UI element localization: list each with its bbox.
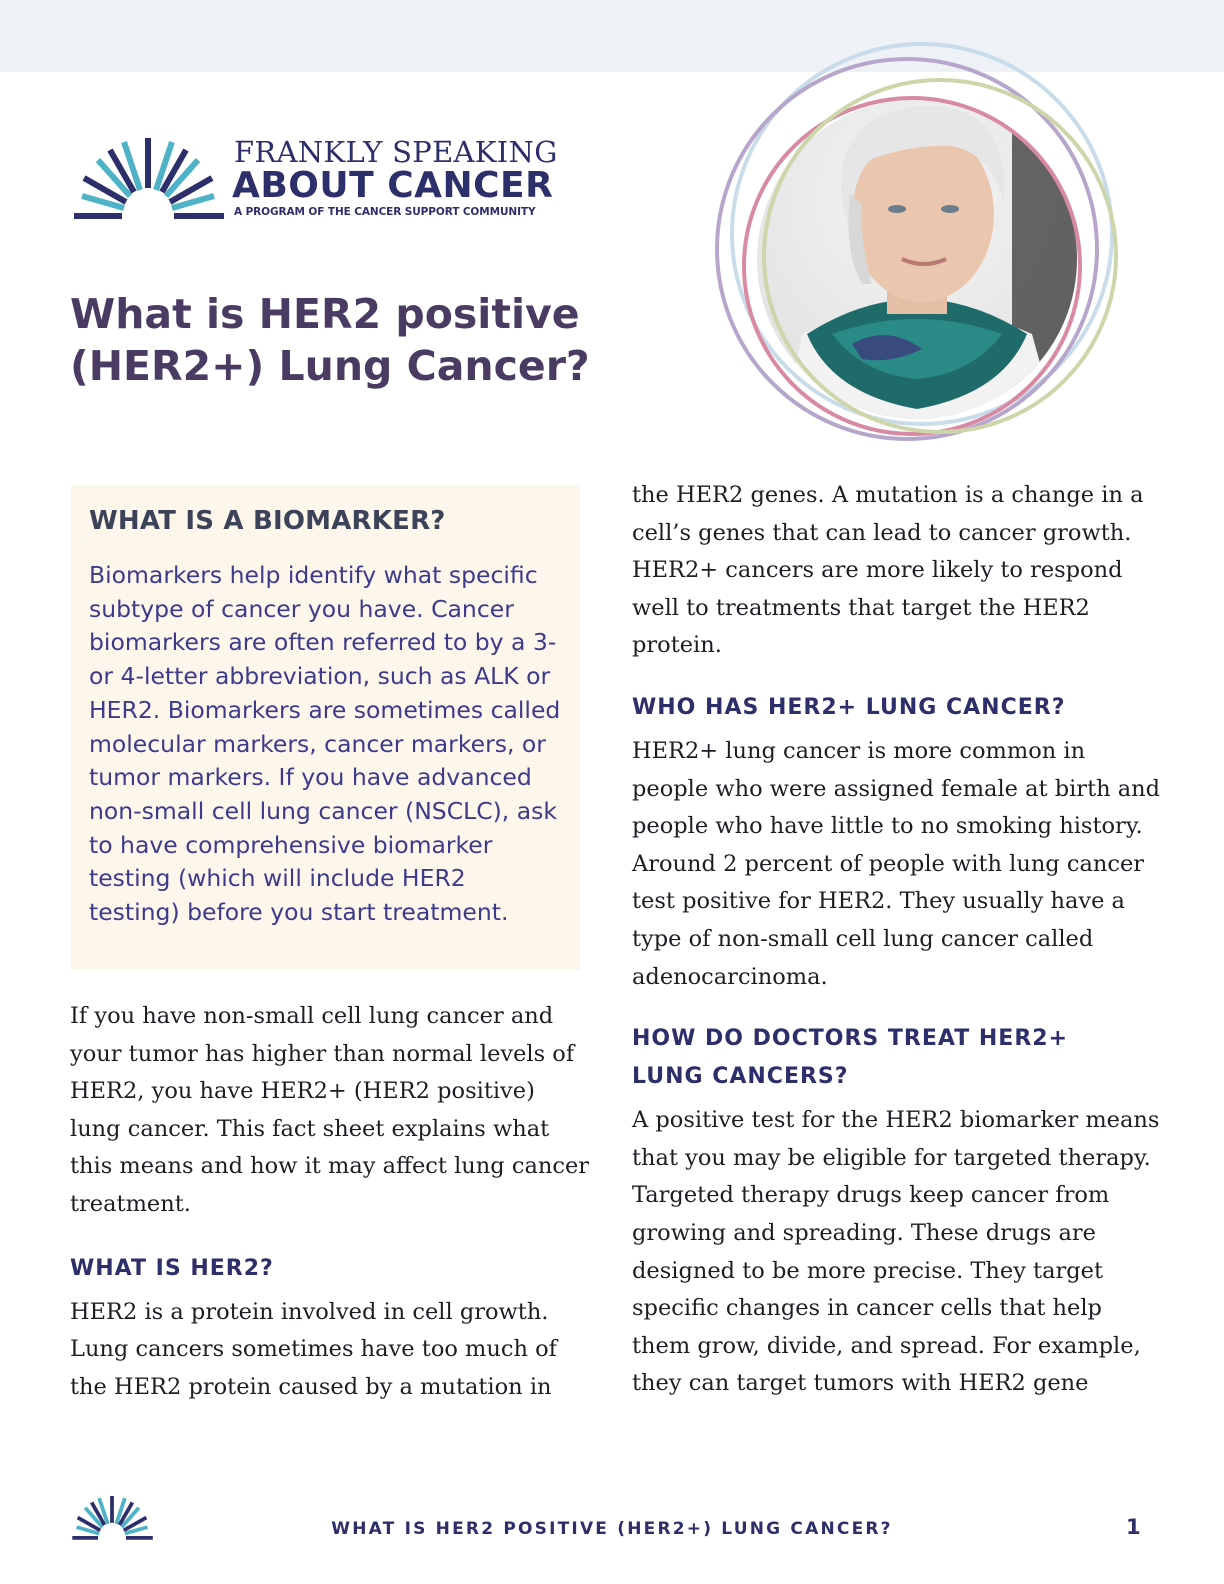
footer-title-text: WHAT IS HER2 POSITIVE (HER2+) LUNG CANCER?	[331, 1519, 893, 1539]
page-title: What is HER2 positive (HER2+) Lung Cancer?	[70, 290, 590, 390]
what-is-her2-body: HER2 is a protein involved in cell growth. Lung cancers sometimes have too much of the HER2 protein caused by a mutation in	[70, 1298, 558, 1400]
footer-title	[0, 1519, 1224, 1539]
intro-paragraph: If you have non-small cell lung cancer and your tumor has higher than normal levels of HER2, you have HER2+ (HER2 positive) lung cancer. This fact sheet explains what this means and how it may affect lung cancer treatment.	[70, 1003, 590, 1217]
portrait-photo-icon	[712, 34, 1122, 444]
sidebar-heading: WHAT IS A BIOMARKER?	[89, 506, 446, 536]
sunburst-logo-icon	[70, 138, 226, 220]
page-number: 1	[1126, 1515, 1141, 1539]
left-column	[70, 998, 590, 1406]
right-column	[632, 477, 1162, 1403]
how-treat-body: A positive test for the HER2 biomarker means that you may be eligible for targeted therapy. Targeted therapy drugs keep cancer from growing and spreading. These drugs are designed to be more precise. They target specific changes in cancer cells that help them grow, divide, and spread. For example, they can target tumors with HER2 gene	[632, 1107, 1160, 1397]
brand-line-2: ABOUT CANCER	[232, 165, 554, 206]
brand-logo	[70, 136, 590, 226]
who-has-heading: WHO HAS HER2+ LUNG CANCER?	[632, 694, 1066, 720]
what-is-her2-heading: WHAT IS HER2?	[70, 1255, 274, 1281]
brand-tagline: A PROGRAM OF THE CANCER SUPPORT COMMUNITY	[234, 206, 536, 218]
biomarker-sidebar	[71, 485, 580, 970]
portrait-photo	[712, 34, 1122, 444]
how-treat-heading: HOW DO DOCTORS TREAT HER2+ LUNG CANCERS?	[632, 1026, 1069, 1090]
sidebar-body: Biomarkers help identify what specific subtype of cancer you have. Cancer biomarkers are often referred to by a 3- or 4-letter abbreviation, such as ALK or HER2. Biomarkers are sometimes called molecular markers, cancer markers, or tumor markers. If you have advanced non-small cell lung cancer (NSCLC), ask to have comprehensive biomarker testing (which will include HER2 testing) before you start treatment.	[89, 561, 561, 927]
who-has-body: HER2+ lung cancer is more common in people who were assigned female at birth and people who have little to no smoking history. Around 2 percent of people with lung cancer test positive for HER2. They usually have a type of non-small cell lung cancer called adenocarcinoma.	[632, 737, 1161, 990]
brand-line-1: FRANKLY SPEAKING	[234, 135, 558, 169]
what-is-her2-body-continued: the HER2 genes. A mutation is a change in a cell’s genes that can lead to cancer growth. HER2+ cancers are more likely to respond well to treatments that target the HER2 protein.	[632, 482, 1144, 659]
